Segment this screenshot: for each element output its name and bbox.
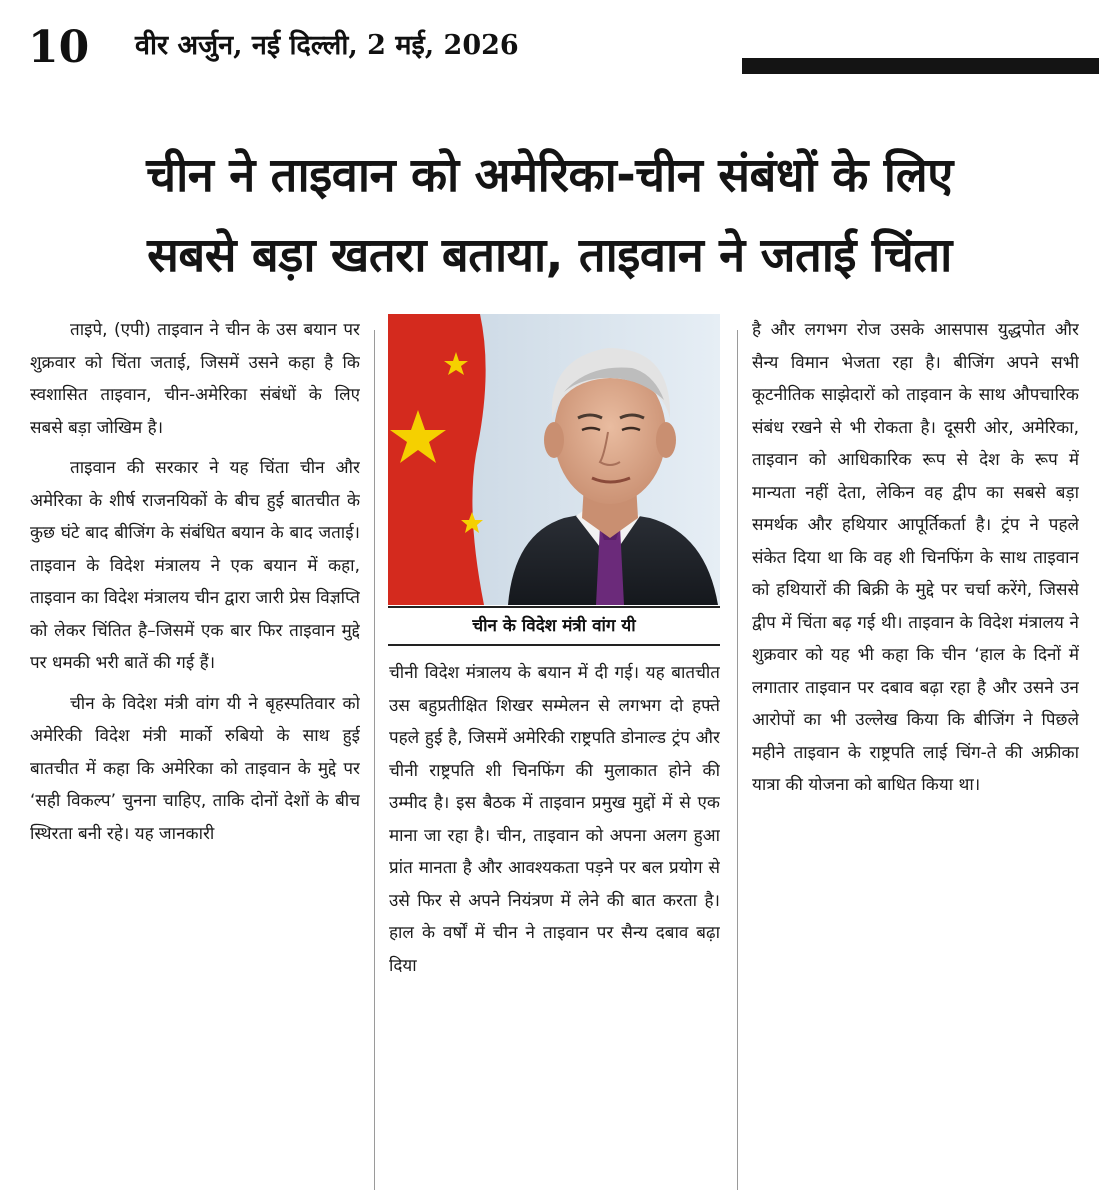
article-column-middle: [389, 657, 720, 1197]
dateline: वीर अर्जुन, नई दिल्ली, 2 मई, 2026: [135, 30, 519, 61]
masthead-rule: [742, 58, 1099, 74]
wang-yi-portrait-image: [388, 314, 720, 605]
column-divider-right: [737, 330, 738, 1190]
headline-line-2: सबसे बड़ा खतरा बताया, ताइवान ने जताई चिंता: [147, 228, 952, 283]
photo-caption: चीन के विदेश मंत्री वांग यी: [388, 606, 720, 646]
paragraph-taiwan-concern: ताइवान की सरकार ने यह चिंता चीन और अमेरिका के शीर्ष राजनयिकों के बीच हुई बातचीत के कुछ घंटे बाद बीजिंग के संबंधित बयान के बाद जताई।ताइवान के विदेश मंत्रालय ने एक बयान में कहा, ताइवान का विदेश मंत्रालय चीन द्वारा जारी प्रेस विज्ञप्ति को लेकर चिंतित है–जिसमें एक बार फिर ताइवान मुद्दे पर धमकी भरी बातें की गई हैं।: [30, 458, 360, 673]
paragraph-wang-yi: चीन के विदेश मंत्री वांग यी ने बृहस्पतिवार को अमेरिकी विदेश मंत्री मार्को रुबियो के साथ हुई बातचीत में कहा कि अमेरिका को ताइवान के मुद्दे पर ‘सही विकल्प’ चुनना चाहिए, ताकि दोनों देशों के बीच स्थिरता बनी रहे। यह जानकारी: [30, 693, 360, 844]
paragraph-us-taiwan: है और लगभग रोज उसके आसपास युद्धपोत और सैन्य विमान भेजता रहा है। बीजिंग अपने सभी कूटनीतिक साझेदारों को ताइवान के साथ औपचारिक संबंध रखने से भी रोकता है। दूसरी ओर, अमेरिका, ताइवान को आधिकारिक रूप से देश के रूप में मान्यता नहीं देता, लेकिन वह द्वीप का सबसे बड़ा समर्थक और हथियार आपूर्तिकर्ता है। ट्रंप ने पहले संकेत दिया था कि वह शी चिनफिंग के साथ ताइवान को हथियारों की बिक्री के मुद्दे पर चर्चा करेंगे, जिससे द्वीप में चिंता बढ़ गई थी। ताइवान के विदेश मंत्रालय ने शुक्रवार को यह भी कहा कि चीन ‘हाल के दिनों में लगातार ताइवान पर दबाव बढ़ा रहा है और उसने उन आरोपों का भी उल्लेख किया कि बीजिंग ने पिछले महीने ताइवान के राष्ट्रपति लाई चिंग-ते की अफ्रीका यात्रा की योजना को बाधित किया था।: [752, 320, 1079, 795]
article-column-right: [752, 314, 1079, 1194]
paragraph-dateline: ताइपे, (एपी) ताइवान ने चीन के उस बयान पर शुक्रवार को चिंता जताई, जिसमें उसने कहा है कि स्वशासित ताइवान, चीन-अमेरिका संबंधों के लिए सबसे बड़ा जोखिम है।: [30, 320, 360, 438]
paragraph-summit: चीनी विदेश मंत्रालय के बयान में दी गई। यह बातचीत उस बहुप्रतीक्षित शिखर सम्मेलन से लगभग दो हफ्ते पहले हुई है, जिसमें अमेरिकी राष्ट्रपति डोनाल्ड ट्रंप और चीनी राष्ट्रपति शी चिनफिंग की मुलाकात होने की उम्मीद है। इस बैठक में ताइवान प्रमुख मुद्दों में से एक माना जा रहा है। चीन, ताइवान को अपना अलग हुआ प्रांत मानता है और आवश्यकता पड़ने पर बल प्रयोग से उसे फिर से अपने नियंत्रण में लेने की बात करता है। हाल के वर्षों में चीन ने ताइवान पर सैन्य दबाव बढ़ा दिया: [389, 663, 720, 976]
article-column-left: [30, 314, 360, 1194]
headline-line-1: चीन ने ताइवान को अमेरिका-चीन संबंधों के लिए: [146, 148, 953, 203]
column-divider-left: [374, 330, 375, 1190]
news-photo: [388, 314, 720, 605]
page-number: 10: [28, 22, 90, 73]
headline: [20, 136, 1079, 296]
masthead: [28, 20, 1099, 80]
